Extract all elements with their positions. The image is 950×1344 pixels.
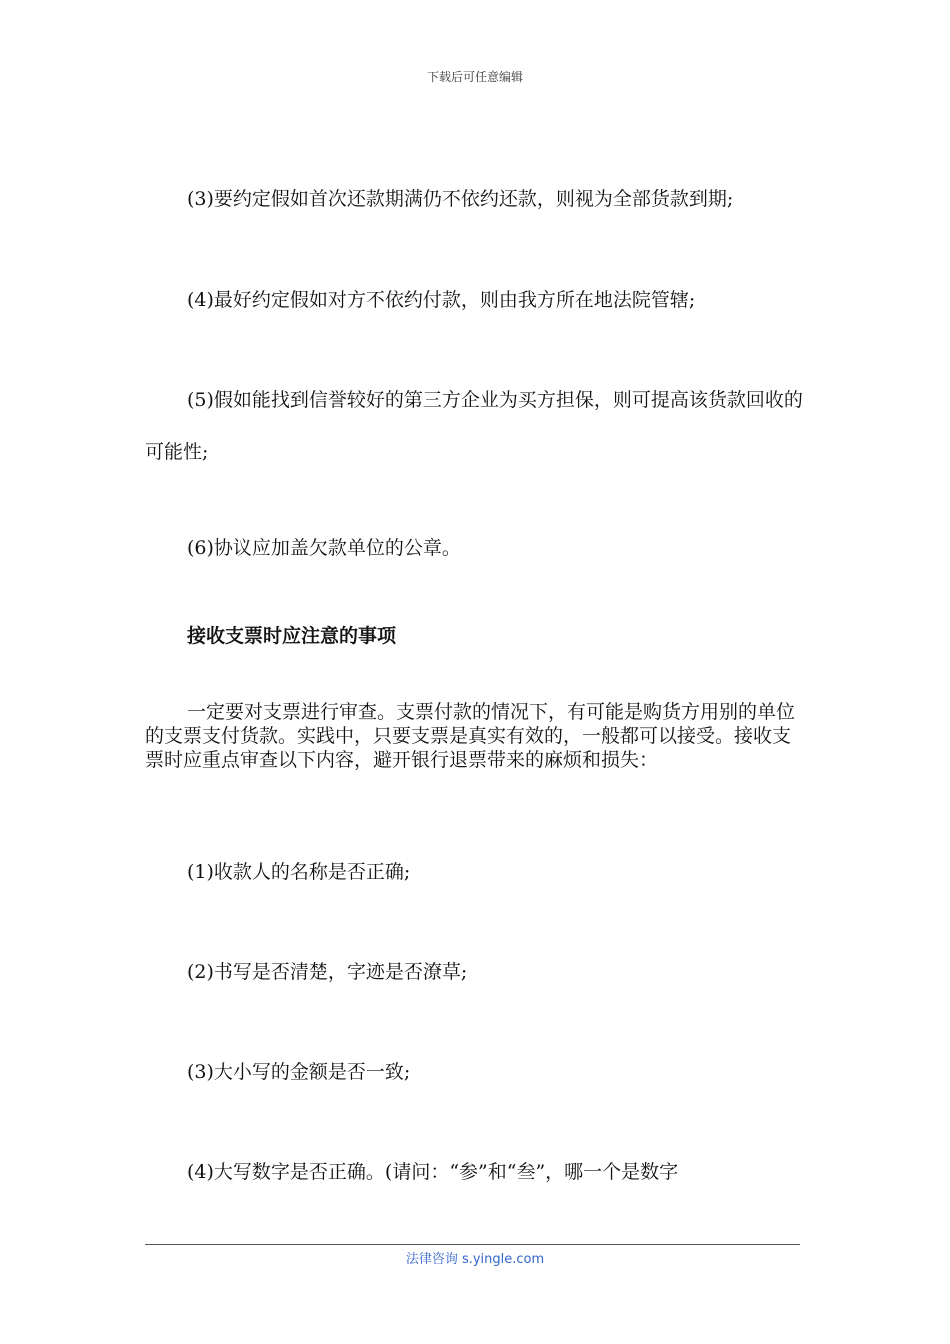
checklist-item-3: (3)大小写的金额是否一致; — [187, 1061, 411, 1083]
paragraph-item-4: (4)最好约定假如对方不依约付款，则由我方所在地法院管辖; — [187, 289, 696, 311]
page-header: 下载后可任意编辑 — [426, 70, 523, 84]
paragraph-item-5: (5)假如能找到信誉较好的第三方企业为买方担保，则可提高该货款回收的可能性; — [145, 389, 803, 463]
footer-divider — [145, 1244, 800, 1245]
paragraph-item-6: (6)协议应加盖欠款单位的公章。 — [187, 537, 461, 559]
paragraph-item-3: (3)要约定假如首次还款期满仍不依约还款，则视为全部货款到期; — [187, 188, 734, 210]
checklist-item-4: (4)大写数字是否正确。(请问：“参”和“叁”，哪一个是数字 — [187, 1161, 679, 1183]
checklist-item-1: (1)收款人的名称是否正确; — [187, 861, 411, 883]
footer-link[interactable]: 法律咨询 s.yingle.com — [405, 1252, 545, 1267]
section-heading: 接收支票时应注意的事项 — [187, 625, 397, 647]
body-paragraph: 一定要对支票进行审查。支票付款的情况下，有可能是购货方用别的单位的支票支付货款。实践中，只要支票是真实有效的，一般都可以接受。接收支票时应重点审查以下内容，避开银行退票带来的麻烦和损失： — [145, 701, 796, 771]
checklist-item-2: (2)书写是否清楚，字迹是否潦草; — [187, 961, 468, 983]
